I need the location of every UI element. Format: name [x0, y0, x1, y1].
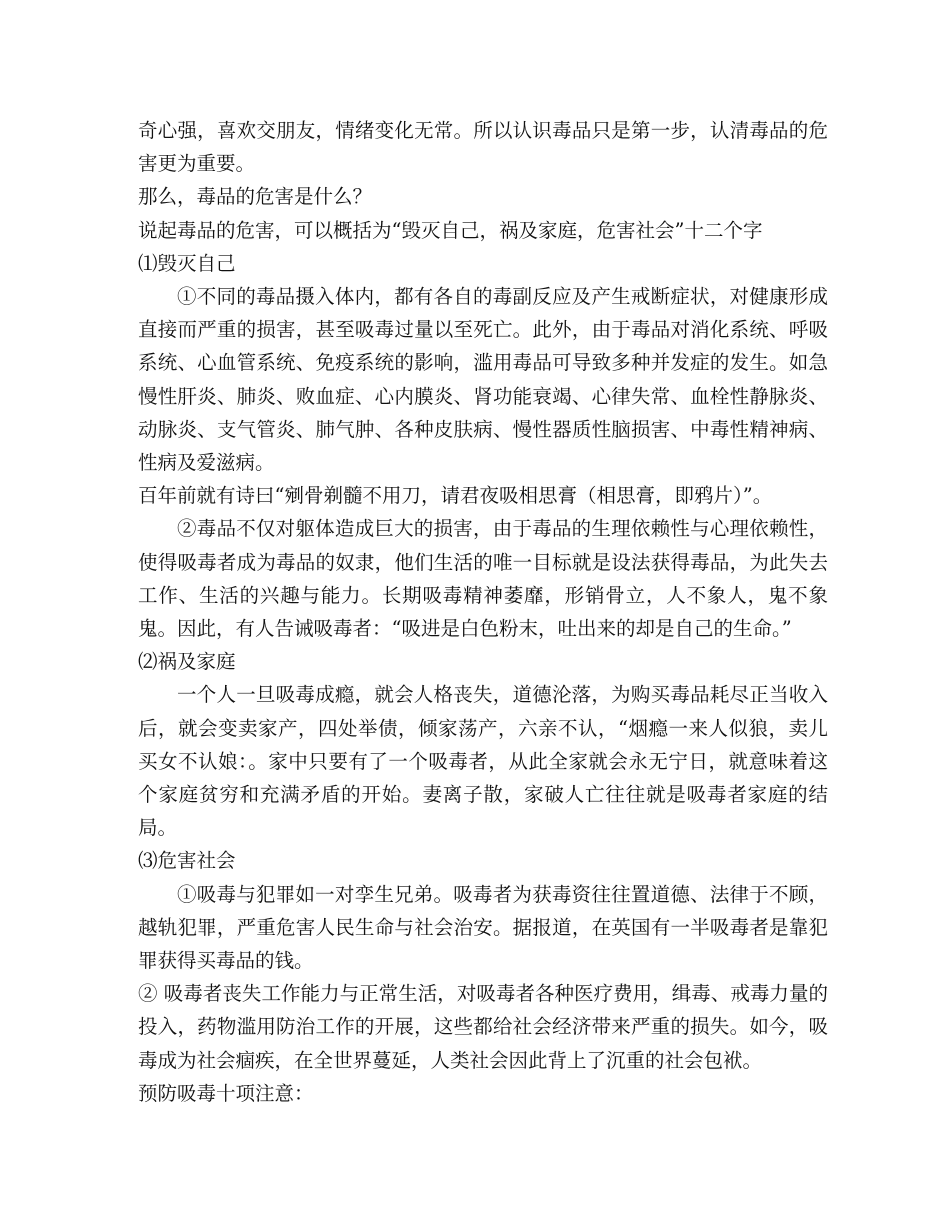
paragraph-section-1-point-1: ①不同的毒品摄入体内，都有各自的毒副反应及产生戒断症状，对健康形成直接而严重的损害，甚至吸毒过量以至死亡。此外，由于毒品对消化系统、呼吸系统、心血管系统、免疫系统的影响，滥用毒品可导致多种并发症的发生。如急慢性肝炎、肺炎、败血症、心内膜炎、肾功能衰竭、心律失常、血栓性静脉炎、动脉炎、支气管炎、肺气肿、各种皮肤病、慢性器质性脑损害、中毒性精神病、性病及爱滋病。: [138, 285, 828, 475]
paragraph-section-3-point-1: ①吸毒与犯罪如一对孪生兄弟。吸毒者为获毒资往往置道德、法律于不顾，越轨犯罪，严重危害人民生命与社会治安。据报道，在英国有一半吸毒者是靠犯罪获得买毒品的钱。: [138, 882, 828, 973]
paragraph-intro-continuation: 奇心强，喜欢交朋友，情绪变化无常。所以认识毒品只是第一步，认清毒品的危害更为重要。: [138, 119, 828, 176]
document-body: [138, 114, 828, 1110]
section-heading-2: ⑵祸及家庭: [138, 650, 236, 674]
paragraph-section-2: 一个人一旦吸毒成瘾，就会人格丧失，道德沦落，为购买毒品耗尽正当收入后，就会变卖家产，四处举债，倾家荡产，六亲不认，“烟瘾一来人似狼，卖儿买女不认娘：。家中只要有了一个吸毒者，从此全家就会永无宁日，就意味着这个家庭贫穷和充满矛盾的开始。妻离子散，家破人亡往往就是吸毒者家庭的结局。: [138, 683, 828, 840]
paragraph-prevention-heading: 预防吸毒十项注意：: [138, 1081, 314, 1105]
paragraph-summary: 说起毒品的危害，可以概括为“毁灭自己，祸及家庭，危害社会”十二个字: [138, 218, 763, 242]
paragraph-question: 那么，毒品的危害是什么？: [138, 185, 373, 209]
paragraph-poem-quote: 百年前就有诗曰“剜骨剃髓不用刀，请君夜吸相思膏（相思膏，即鸦片）”。: [138, 484, 773, 508]
paragraph-section-3-point-2: ② 吸毒者丧失工作能力与正常生活，对吸毒者各种医疗费用，缉毒、戒毒力量的投入，药物滥用防治工作的开展，这些都给社会经济带来严重的损失。如今，吸毒成为社会痼疾，在全世界蔓延，人类社会因此背上了沉重的社会包袱。: [138, 982, 828, 1072]
paragraph-section-1-point-2: ②毒品不仅对躯体造成巨大的损害，由于毒品的生理依赖性与心理依赖性，使得吸毒者成为毒品的奴隶，他们生活的唯一目标就是设法获得毒品，为此失去工作、生活的兴趣与能力。长期吸毒精神萎靡，形销骨立，人不象人，鬼不象鬼。因此，有人告诫吸毒者：“吸进是白色粉末，吐出来的却是自己的生命。”: [138, 517, 828, 641]
section-heading-3: ⑶危害社会: [138, 849, 236, 873]
section-heading-1: ⑴毁灭自己: [138, 251, 236, 275]
